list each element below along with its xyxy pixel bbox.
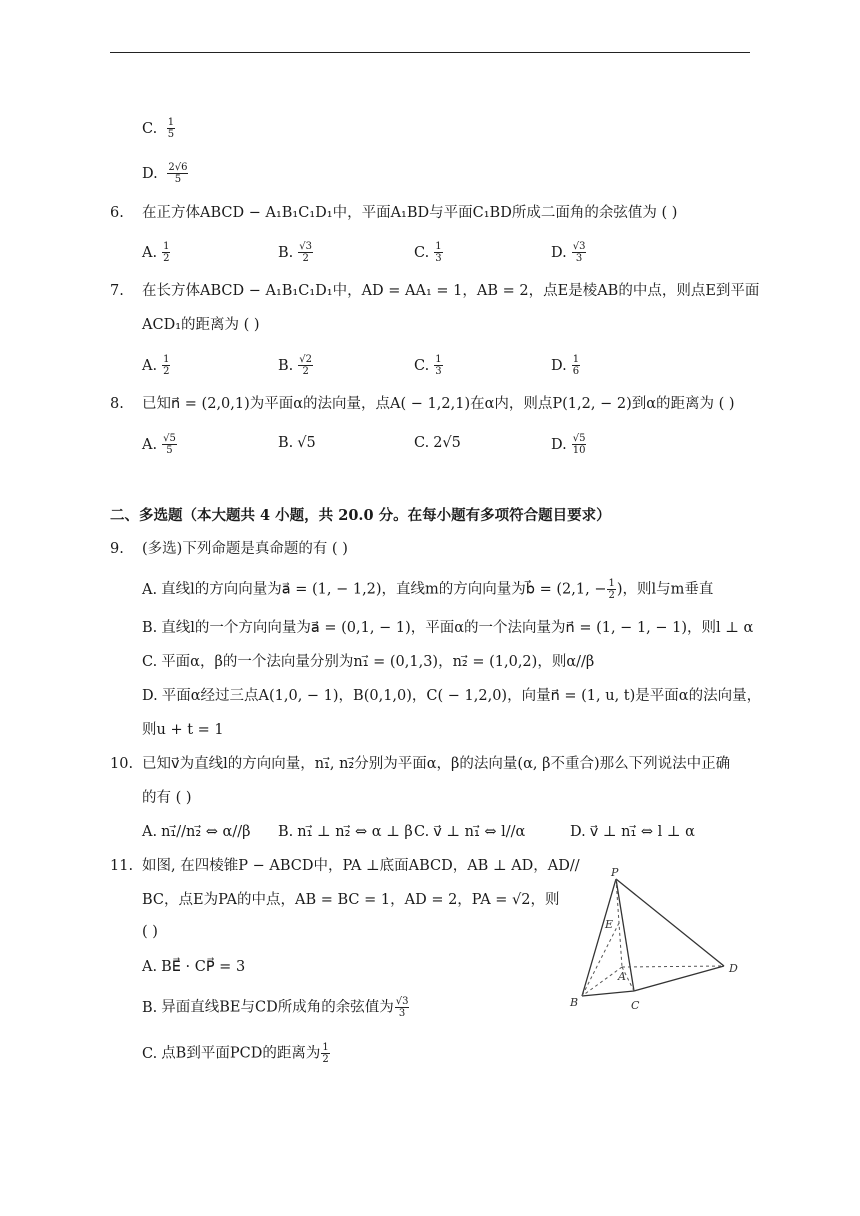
question-number: 7.: [110, 283, 124, 299]
fraction: $\frac{1}{5}$: [167, 117, 175, 140]
q6-option-d: D. $\frac{√3}{3}$: [551, 241, 586, 264]
question-number: 9.: [110, 541, 124, 557]
q9-option-d-continued: 则u + t = 1: [142, 722, 224, 738]
fraction: $\frac{1}{2}$: [163, 354, 170, 377]
q9-option-a: A. 直线l的方向向量为a⃗ = (1, − 1,2)，直线m的方向向量为b⃗ = (2,1, − $\frac{1}{2}$ )，则l与m垂直: [142, 578, 714, 601]
q5-option-d: D. $\frac{2√6}{5}$: [142, 162, 188, 185]
q5-option-c: C. $\frac{1}{5}$: [142, 117, 175, 140]
fraction: $\frac{√3}{3}$: [395, 996, 409, 1019]
q11-option-b: B. 异面直线BE与CD所成角的余弦值为 $\frac{√3}{3}$: [142, 996, 409, 1019]
pyramid-figure: [560, 862, 750, 1022]
question-text: 已知v⃗为直线l的方向向量，n₁⃗, n₂⃗分别为平面α，β的法向量(α, β不重合)那么下列说法中正确: [142, 756, 731, 772]
q9-option-c: C. 平面α，β的一个法向量分别为n₁⃗ = (0,1,3)，n₂⃗ = (1,0,2)，则α//β: [142, 654, 595, 670]
edge-cd: [634, 966, 724, 991]
edge-bc: [582, 991, 634, 996]
edge-ab: [582, 967, 622, 996]
edge-pb: [582, 879, 616, 996]
q6-option-c: C. $\frac{1}{3}$: [414, 241, 442, 264]
q8-option-d: D. $\frac{√5}{10}$: [551, 433, 586, 456]
q11-option-c: C. 点B到平面PCD的距离为 $\frac{1}{2}$: [142, 1042, 329, 1065]
question-text: 在长方体ABCD − A₁B₁C₁D₁中，AD = AA₁ = 1，AB = 2，点E是棱AB的中点，则点E到平面: [142, 283, 760, 299]
question-text-continued: ACD₁的距离为 ( ): [142, 317, 260, 333]
q10-option-b: B. n₁⃗ ⊥ n₂⃗ ⇔ α ⊥ β: [278, 824, 413, 840]
question-number: 11.: [110, 858, 134, 874]
fraction: $\frac{1}{3}$: [435, 241, 442, 264]
fraction: $\frac{√2}{2}$: [299, 354, 312, 377]
question-number: 10.: [110, 756, 134, 772]
q9-option-b: B. 直线l的一个方向向量为a⃗ = (0,1, − 1)，平面α的一个法向量为n⃗ = (1, − 1, − 1)，则l ⊥ α: [142, 620, 754, 636]
q10-option-c: C. v⃗ ⊥ n₁⃗ ⇔ l//α: [414, 824, 526, 840]
edge-pd: [616, 879, 724, 966]
q7-option-b: B. $\frac{√2}{2}$: [278, 354, 312, 377]
q10-option-d: D. v⃗ ⊥ n₁⃗ ⇔ l ⊥ α: [570, 824, 695, 840]
question-text: 如图, 在四棱锥P − ABCD中，PA ⊥底面ABCD，AB ⊥ AD，AD//: [142, 858, 580, 874]
vertex-label-b: B: [570, 996, 579, 1009]
question-number: 6.: [110, 205, 124, 221]
q9-option-d: D. 平面α经过三点A(1,0, − 1)，B(0,1,0)，C( − 1,2,0)，向量n⃗ = (1, u, t)是平面α的法向量，: [142, 688, 762, 704]
q7-option-c: C. $\frac{1}{3}$: [414, 354, 442, 377]
vertex-label-p: P: [611, 866, 619, 879]
vertex-label-d: D: [729, 962, 738, 975]
question-text: 在正方体ABCD − A₁B₁C₁D₁中，平面A₁BD与平面C₁BD所成二面角的余弦值为 ( ): [142, 205, 678, 221]
fraction: $\frac{√5}{5}$: [163, 433, 176, 456]
fraction: $\frac{1}{6}$: [572, 354, 580, 377]
question-text: (多选)下列命题是真命题的有 ( ): [142, 541, 348, 557]
fraction: $\frac{2√6}{5}$: [168, 162, 188, 185]
section-title: 二、多选题（本大题共 4 小题，共 20.0 分。在每小题有多项符合题目要求）: [110, 507, 611, 524]
q6-option-a: A. $\frac{1}{2}$: [142, 241, 170, 264]
vertex-label-a: A: [618, 970, 626, 983]
q11-option-a: A. BE⃗ · CP⃗ = 3: [142, 959, 246, 975]
question-text-continued: 的有 ( ): [142, 790, 192, 806]
q7-option-d: D. $\frac{1}{6}$: [551, 354, 580, 377]
vertex-label-e: E: [605, 918, 614, 931]
q8-option-a: A. $\frac{√5}{5}$: [142, 433, 176, 456]
edge-ad: [622, 966, 724, 967]
question-text: 已知n⃗ = (2,0,1)为平面α的法向量，点A( − 1,2,1)在α内，则点P(1,2, − 2)到α的距离为 ( ): [142, 396, 735, 412]
question-number: 8.: [110, 396, 124, 412]
q10-option-a: A. n₁⃗//n₂⃗ ⇔ α//β: [142, 824, 251, 840]
q8-option-b: B. √5: [278, 435, 316, 451]
fraction: $\frac{√3}{2}$: [299, 241, 312, 264]
fraction: $\frac{1}{2}$: [163, 241, 170, 264]
question-text-continued: ( ): [142, 924, 158, 940]
fraction: $\frac{1}{2}$: [608, 578, 615, 601]
fraction: $\frac{1}{2}$: [322, 1042, 329, 1065]
q8-option-c: C. 2√5: [414, 435, 461, 451]
question-text-continued: BC，点E为PA的中点，AB = BC = 1，AD = 2，PA = √2，则: [142, 892, 560, 908]
q6-option-b: B. $\frac{√3}{2}$: [278, 241, 312, 264]
vertex-label-c: C: [631, 999, 640, 1012]
header-rule: [110, 52, 750, 53]
fraction: $\frac{√5}{10}$: [572, 433, 586, 456]
fraction: $\frac{1}{3}$: [435, 354, 442, 377]
fraction: $\frac{√3}{3}$: [572, 241, 586, 264]
q7-option-a: A. $\frac{1}{2}$: [142, 354, 170, 377]
